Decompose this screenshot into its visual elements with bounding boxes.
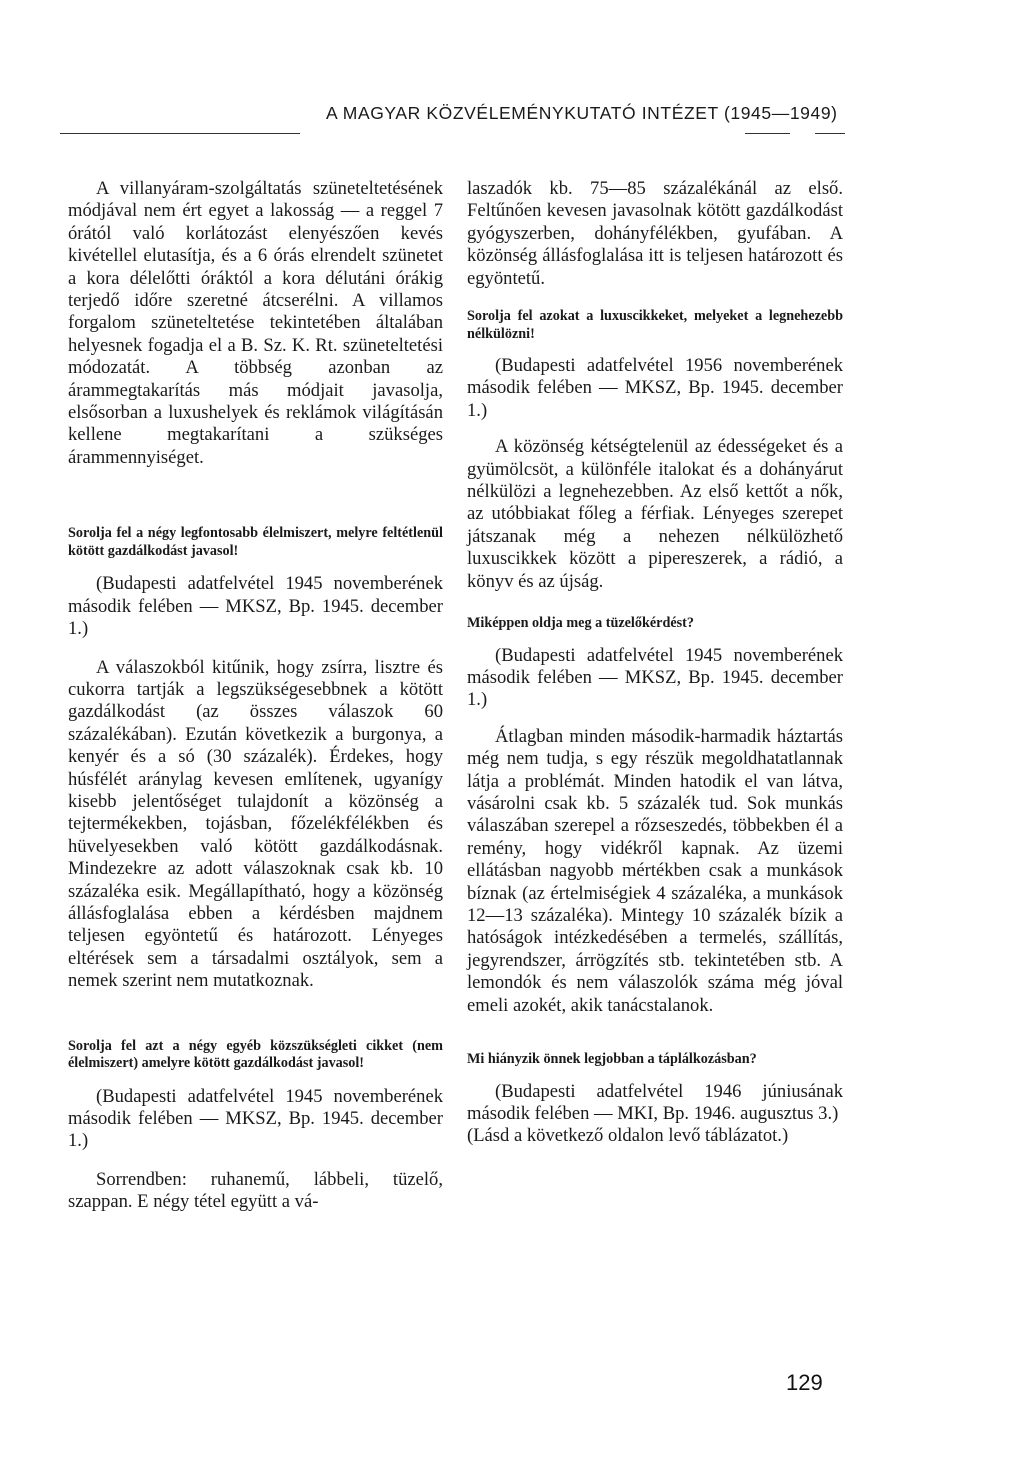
survey-question: Sorolja fel azokat a luxuscikkeket, melyeket a legnehezebb nélkülözni!: [467, 308, 843, 342]
running-header: A MAGYAR KÖZVÉLEMÉNYKUTATÓ INTÉZET (1945—1949): [326, 103, 838, 123]
survey-source: (Budapesti adatfelvétel 1945 novemberének második felében — MKSZ, Bp. 1945. december 1.): [68, 573, 443, 640]
paragraph: A villanyáram-szolgáltatás szüneteltetésének módjával nem ért egyet a lakosság — a reggel 7 órától való korlátozást elenyészően kevés kivétellel elutasítja, és a 6 órás elrendelt szünetet a kora délelőtti óráktól a kora délutáni órákig terjedő időre szeretné átcserélni. A villamos forgalom szüneteltetése tekintetében általában helyesnek fogadja el a B. Sz. K. Rt. szüneteltetési módozatát. A többség azonban az árammegtakarítás más módjait javasolja, elsősorban a luxushelyek és reklámok világításán kellene megtakarítani a szükséges árammennyiséget.: [68, 178, 443, 468]
survey-source: (Budapesti adatfelvétel 1956 novemberének második felében — MKSZ, Bp. 1945. december 1.): [467, 355, 843, 421]
survey-source: (Budapesti adatfelvétel 1946 júniusának második felében — MKI, Bp. 1946. augusztus 3.): [467, 1080, 843, 1124]
right-column: [467, 178, 843, 1148]
header-rule-left: [60, 133, 300, 134]
table-reference-note: (Lásd a következő oldalon levő táblázatot.): [467, 1125, 789, 1147]
survey-question: Sorolja fel azt a négy egyéb közszükségleti cikket (nem élelmiszert) amelyre kötött gazdálkodást javasol!: [68, 1037, 443, 1072]
survey-question: Mi hiányzik önnek legjobban a táplálkozásban?: [467, 1051, 757, 1068]
survey-question: Miképpen oldja meg a tüzelőkérdést?: [467, 615, 694, 632]
survey-source: (Budapesti adatfelvétel 1945 novemberének második felében — MKSZ, Bp. 1945. december 1.): [467, 644, 843, 711]
paragraph: laszadók kb. 75—85 százalékánál az első. Feltűnően kevesen javasolnak kötött gazdálkodást gyógyszerben, dohányfélékben, gyufában. A közönség állásfoglalása itt is teljesen határozott és egyöntetű.: [467, 178, 843, 289]
left-column: [68, 178, 443, 1214]
paragraph: A válaszokból kitűnik, hogy zsírra, lisztre és cukorra tartják a legszükségesebbnek a kötött gazdálkodást (az összes válaszok 60 százalékában). Ezután következik a burgonya, a kenyér és a só (30 százalék). Érdekes, hogy húsfélét aránylag kevesen említenek, ugyanígy kisebb jelentőséget tulajdonít a közönség a tejtermékekben, tojásban, főzelékfélékben és hüvelyesekben való kötött gazdálkodásnak. Mindezekre az adott válaszoknak csak kb. 10 százaléka esik. Megállapítható, hogy a közönség állásfoglalása ebben a kérdésben majdnem teljesen egyöntetű és határozott. Lényeges eltérések sem a társadalmi osztályok, sem a nemek szerint nem mutatkoznak.: [68, 656, 443, 992]
survey-source: (Budapesti adatfelvétel 1945 novemberének második felében — MKSZ, Bp. 1945. december 1.): [68, 1085, 443, 1152]
page-number: 129: [786, 1370, 823, 1395]
paragraph: A közönség kétségtelenül az édességeket és a gyümölcsöt, a különféle italokat és a dohányárut nélkülözi a legnehezebben. Az első kettőt a nők, az utóbbiakat főleg a férfiak. Lényeges szerepet játszanak még a nehezen nélkülözhető luxuscikkek között a pipereszerek, a rádió, a könyv és az újság.: [467, 436, 843, 592]
survey-question: Sorolja fel a négy legfontosabb élelmiszert, melyre feltétlenül kötött gazdálkodást javasol!: [68, 525, 443, 559]
header-rule-mid: [745, 133, 790, 134]
paragraph: Átlagban minden második-harmadik háztartás még nem tudja, s egy részük megoldhatatlannak látja a problémát. Minden hatodik el van látva, vásárolni csak kb. 5 százalék tud. Sok munkás válaszában szerepel a rőzseszedés, többekben él a remény, hogy vidékről kapnak. Az üzemi ellátásban nagyobb mértékben csak a munkások bíznak (az értelmiségiek 4 százaléka, a munkások 12—13 százaléka). Mintegy 10 százalék bízik a hatóságok intézkedésében a termelés, szállítás, jegyrendszer, árrögzítés stb. tekintetében stb. A lemondók és nem válaszolók száma még jóval emeli azokét, akik tanácstalanok.: [467, 725, 843, 1016]
header-rule-right: [815, 133, 845, 134]
paragraph: Sorrendben: ruhanemű, lábbeli, tüzelő, szappan. E négy tétel együtt a vá-: [68, 1168, 443, 1213]
